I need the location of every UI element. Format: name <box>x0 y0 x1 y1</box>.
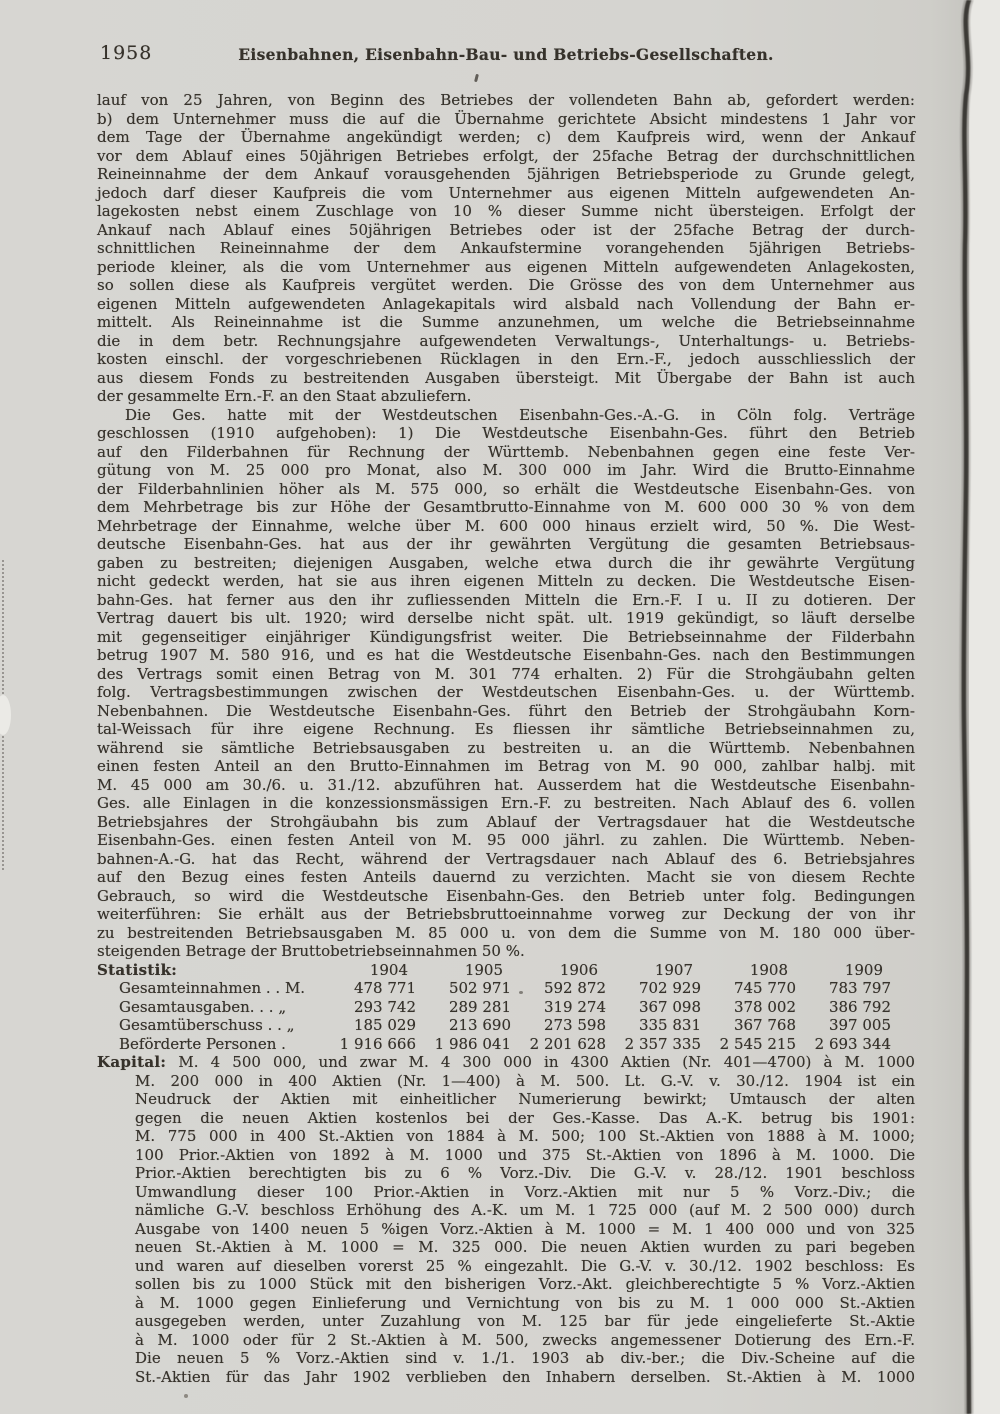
text-line: so sollen diese als Kaufpreis vergütet werden. Die Grösse des von dem Unternehmer aus <box>97 276 915 294</box>
text-line: à M. 1000 gegen Einlieferung und Vernichtung von bis zu M. 1 000 000 St.-Aktien <box>135 1293 915 1312</box>
paragraph-continuation <box>97 91 915 406</box>
text-line: betrug 1907 M. 580 916, und es hat die Westdeutsche Eisenbahn-Ges. nach den Bestimmungen <box>97 646 915 664</box>
text-line: mit gegenseitiger einjähriger Kündigungsfrist weiter. Die Betriebseinnahme der Filderbahn <box>97 627 915 646</box>
text-line: lagekosten nebst einem Zuschlage von 10 % dieser Summe nicht übersteigen. Erfolgt der <box>97 202 915 220</box>
text-line: sollen bis zu 1000 Stück mit den bisherigen Vorz.-Akt. gleichberechtigte 5 % Vorz.-Aktien <box>135 1275 915 1293</box>
text-line: eigenen Mitteln aufgewendeten Anlagekapitals wird alsbald nach Vollendung der Bahn er- <box>97 294 915 313</box>
text-line: 100 Prior.-Aktien von 1892 à M. 1000 und 375 St.-Aktien von 1896 à M. 1000. Die <box>135 1145 915 1164</box>
text-line: folg. Vertragsbestimmungen zwischen der Westdeutschen Eisenbahn-Ges. u. der Württemb. <box>97 683 915 701</box>
statistik-row <box>97 1035 915 1054</box>
text-line: tal-Weissach für ihre eigene Rechnung. Es fliessen ihr sämtliche Betriebseinnahmen zu, <box>97 720 915 738</box>
text-line: jedoch darf dieser Kaufpreis die vom Unternehmer aus eigenen Mitteln aufgewendeten An- <box>97 183 915 202</box>
row-label: Gesamtausgaben. . . „ <box>119 997 287 1016</box>
cell-value: 2 357 335 <box>624 1034 701 1053</box>
cell-value: 367 098 <box>638 997 701 1016</box>
text-line: Ges. alle Einlagen in die konzessionsmässigen Ern.-F. zu bestreiten. Nach Ablauf des 6. vollen <box>97 794 915 812</box>
cell-value: 273 598 <box>543 1016 606 1034</box>
text-line: der Filderbahnlinien höher als M. 575 000, so erhält die Westdeutsche Eisenbahn-Ges. von <box>97 479 915 498</box>
text-line: M. 200 000 in 400 Aktien (Nr. 1—400) à M. 500. Lt. G.-V. v. 30./12. 1904 ist ein <box>135 1071 915 1090</box>
text-line: vor dem Ablauf eines 50jährigen Betriebes erfolgt, der 25fache Betrag der durchschnittlichen <box>97 146 915 165</box>
row-label: Beförderte Personen . <box>119 1034 286 1053</box>
statistik-row <box>97 998 915 1017</box>
cell-value: 319 274 <box>543 997 606 1016</box>
paragraph-contracts <box>97 406 915 961</box>
text-line: Vertrag dauert bis ult. 1920; wird derselbe nicht spät. ult. 1919 gekündigt, so läuft derselbe <box>97 609 915 627</box>
text-line: des Vertrags somit einen Betrag von M. 301 774 erhalten. 2) Für die Strohgäubahn gelten <box>97 664 915 683</box>
statistik-row <box>97 1016 915 1035</box>
year-header: 1905 <box>464 960 503 979</box>
text-line: auf den Filderbahnen für Rechnung der Württemb. Nebenbahnen gegen eine feste Ver- <box>97 442 915 461</box>
cell-value: 745 770 <box>733 979 796 997</box>
text-line: geschlossen (1910 aufgehoben): 1) Die Westdeutsche Eisenbahn-Ges. führt den Betrieb <box>97 424 915 442</box>
text-line: kosten einschl. der vorgeschriebenen Rücklagen in den Ern.-F., jedoch ausschliesslich der <box>97 350 915 368</box>
kapital-label: Kapital: <box>97 1053 167 1071</box>
cell-value: 386 792 <box>828 997 891 1016</box>
cell-value: 289 281 <box>448 997 511 1016</box>
text-line: M. 775 000 in 400 St.-Aktien von 1884 à M. 500; 100 St.-Aktien von 1888 à M. 1000; <box>135 1127 915 1145</box>
text-line: Eisenbahn-Ges. einen festen Anteil von M. 95 000 jährl. zu zahlen. Die Württemb. Neben- <box>97 831 915 849</box>
text-line: Prior.-Aktien berechtigten bis zu 6 % Vorz.-Div. Die G.-V. v. 28./12. 1901 beschloss <box>135 1164 915 1182</box>
text-line: periode kleiner, als die vom Unternehmer aus eigenen Mitteln aufgewendeten Anlagekosten, <box>97 257 915 276</box>
text-line: gaben zu bestreiten; diejenigen Ausgaben, welche etwa durch die ihr gewährte Vergütung <box>97 553 915 572</box>
statistik-header-row <box>97 961 915 980</box>
kapital-lines <box>97 1072 915 1387</box>
text-line: Gebrauch, so wird die Westdeutsche Eisenbahn-Ges. den Betrieb unter folg. Bedingungen <box>97 886 915 905</box>
text-line: weiterführen: Sie erhält aus der Betriebsbruttoeinnahme vorweg zur Deckung der von ihr <box>97 905 915 923</box>
year-header: 1904 <box>369 960 408 979</box>
text-line: und waren auf dieselben vorerst 25 % eingezahlt. Die G.-V. v. 30./12. 1902 beschloss: Es <box>135 1256 915 1275</box>
statistik-row <box>97 979 915 998</box>
running-title: Eisenbahnen, Eisenbahn-Bau- und Betriebs-Gesellschaften. <box>238 45 774 64</box>
cell-value: 783 797 <box>828 979 891 997</box>
text-line: M. 45 000 am 30./6. u. 31./12. abzuführen hat. Ausserdem hat die Westdeutsche Eisenbahn- <box>97 775 915 794</box>
row-label: Gesamtüberschuss . . „ <box>119 1016 295 1034</box>
text-line: Die Ges. hatte mit der Westdeutschen Eisenbahn-Ges.-A.-G. in Cöln folg. Verträge <box>125 405 915 424</box>
text-line: St.-Aktien für das Jahr 1902 verblieben den Inhabern derselben. St.-Aktien à M. 1000 <box>135 1367 915 1386</box>
text-line: b) dem Unternehmer muss die auf die Übernahme gerichtete Absicht mindestens 1 Jahr vor <box>97 109 915 128</box>
text-line: mittelt. Als Reineinnahme ist die Summe anzunehmen, um welche die Betriebseinnahme <box>97 313 915 331</box>
cell-value: 2 201 628 <box>529 1034 606 1053</box>
text-line: deutsche Eisenbahn-Ges. hat aus der ihr gewährten Vergütung die gesamten Betriebsaus- <box>97 535 915 553</box>
body-text <box>97 91 915 1386</box>
cell-value: 335 831 <box>638 1016 701 1034</box>
text-line: schnittlichen Reineinnahme der dem Ankaufstermine vorangehenden 5jährigen Betriebs- <box>97 239 915 257</box>
text-line: Ankauf nach Ablauf eines 50jährigen Betriebes oder ist der 25fache Betrag der durch- <box>97 220 915 239</box>
statistik-table <box>97 961 915 1054</box>
year-header: 1906 <box>559 960 598 979</box>
text-line: Neudruck der Aktien mit einheitlicher Numerierung bewirkt; Umtausch der alten <box>135 1090 915 1108</box>
text-line: Betriebsjahres der Strohgäubahn bis zum Ablauf der Vertragsdauer hat die Westdeutsche <box>97 812 915 831</box>
text-line: zu bestreitenden Betriebsausgaben M. 85 000 u. von dem die Summe von M. 180 000 über- <box>97 923 915 942</box>
text-line: auf den Bezug eines festen Anteils dauernd zu verzichten. Macht sie von diesem Rechte <box>97 868 915 886</box>
text-line: Umwandlung dieser 100 Prior.-Aktien in Vorz.-Aktien mit nur 5 % Vorz.-Div.; die <box>135 1182 915 1201</box>
year-header: 1908 <box>749 960 788 979</box>
text-line: der gesammelte Ern.-F. an den Staat abzuliefern. <box>97 387 472 405</box>
text-line: ausgegeben werden, unter Zuzahlung von M. 125 bar für jede eingelieferte St.-Aktie <box>135 1312 915 1330</box>
statistik-label: Statistik: <box>97 960 178 979</box>
year-header: 1909 <box>844 960 883 979</box>
text-line: Die neuen 5 % Vorz.-Aktien sind v. 1./1. 1903 ab div.-ber.; die Div.-Scheine auf die <box>135 1349 915 1367</box>
page-number: 1958 <box>100 42 153 64</box>
year-header: 1907 <box>654 960 693 979</box>
cell-value: 185 029 <box>353 1016 416 1034</box>
cell-value: 1 916 666 <box>339 1034 416 1053</box>
text-line: lauf von 25 Jahren, von Beginn des Betriebes der vollendeten Bahn ab, gefordert werden: <box>97 91 915 109</box>
text-line: gegen die neuen Aktien kostenlos bei der Ges.-Kasse. Das A.-K. betrug bis 1901: <box>135 1108 915 1127</box>
text-line: einen festen Anteil an den Brutto-Einnahmen im Betrag von M. 90 000, zahlbar halbj. mit <box>97 757 915 775</box>
text-line: Mehrbetrage der Einnahme, welche über M. 600 000 hinaus erzielt wird, 50 %. Die West- <box>97 516 915 535</box>
text-line: neuen St.-Aktien à M. 1000 = M. 325 000. Die neuen Aktien wurden zu pari begeben <box>135 1238 915 1256</box>
cell-value: 213 690 <box>448 1016 511 1034</box>
text-line: steigenden Betrage der Bruttobetriebseinnahmen 50 %. <box>97 942 525 960</box>
cell-value: 293 742 <box>353 997 416 1016</box>
cell-value: 2 693 344 <box>814 1034 891 1053</box>
text-line: während sie sämtliche Betriebsausgaben zu bestreiten u. an die Württemb. Nebenbahnen <box>97 738 915 757</box>
text-line: dem Mehrbetrage bis zur Höhe der Gesamtbrutto-Einnahme von M. 600 000 30 % von dem <box>97 498 915 516</box>
kapital-first-line-text: M. 4 500 000, und zwar M. 4 300 000 in 4300 Aktien (Nr. 401—4700) à M. 1000 <box>178 1053 915 1071</box>
ink-speck <box>184 1394 188 1398</box>
cell-value: 702 929 <box>638 979 701 997</box>
text-line: aus diesem Fonds zu bestreitenden Ausgaben übersteigt. Mit Übergabe der Bahn ist auch <box>97 368 915 387</box>
text-line: dem Tage der Übernahme angekündigt werden; c) dem Kaufpreis wird, wenn der Ankauf <box>97 128 915 146</box>
text-line: nicht gedeckt werden, hat sie aus ihren eigenen Mitteln zu decken. Die Westdeutsche Eisen- <box>97 572 915 590</box>
kapital-first-line <box>97 1053 915 1072</box>
cell-value: 397 005 <box>828 1016 891 1034</box>
cell-value: 592 872 <box>543 979 606 997</box>
cell-value: 378 002 <box>733 997 796 1016</box>
cell-value: 2 545 215 <box>719 1034 796 1053</box>
cell-value: 502 971 <box>448 979 511 997</box>
text-line: à M. 1000 oder für 2 St.-Aktien à M. 500, zwecks angemessener Dotierung des Ern.-F. <box>135 1330 915 1349</box>
text-line: nämliche G.-V. beschloss Erhöhung des A.-K. um M. 1 725 000 (auf M. 2 500 000) durch <box>135 1201 915 1219</box>
text-line: bahn-Ges. hat ferner aus den ihr zufliessenden Mitteln die Ern.-F. I u. II zu dotieren. Der <box>97 590 915 609</box>
cell-value: 478 771 <box>353 979 416 997</box>
text-line: Ausgabe von 1400 neuen 5 %igen Vorz.-Aktien à M. 1000 = M. 1 400 000 und von 325 <box>135 1219 915 1238</box>
text-line: bahnen-A.-G. hat das Recht, während der Vertragsdauer nach Ablauf des 6. Betriebsjahres <box>97 849 915 868</box>
kapital-section <box>97 1053 915 1386</box>
text-line: Reineinnahme der dem Ankauf vorausgehenden 5jährigen Betriebsperiode zu Grunde gelegt, <box>97 165 915 183</box>
text-line: die in dem betr. Rechnungsjahre aufgewendeten Verwaltungs-, Unterhaltungs- u. Betriebs- <box>97 331 915 350</box>
row-label: Gesamteinnahmen . . M. <box>119 979 306 997</box>
text-line: Nebenbahnen. Die Westdeutsche Eisenbahn-Ges. führt den Betrieb der Strohgäubahn Korn- <box>97 701 915 720</box>
cell-value: 367 768 <box>733 1016 796 1034</box>
cell-value: 1 986 041 <box>434 1034 511 1053</box>
text-line: gütung von M. 25 000 pro Monat, also M. 300 000 im Jahr. Wird die Brutto-Einnahme <box>97 461 915 479</box>
